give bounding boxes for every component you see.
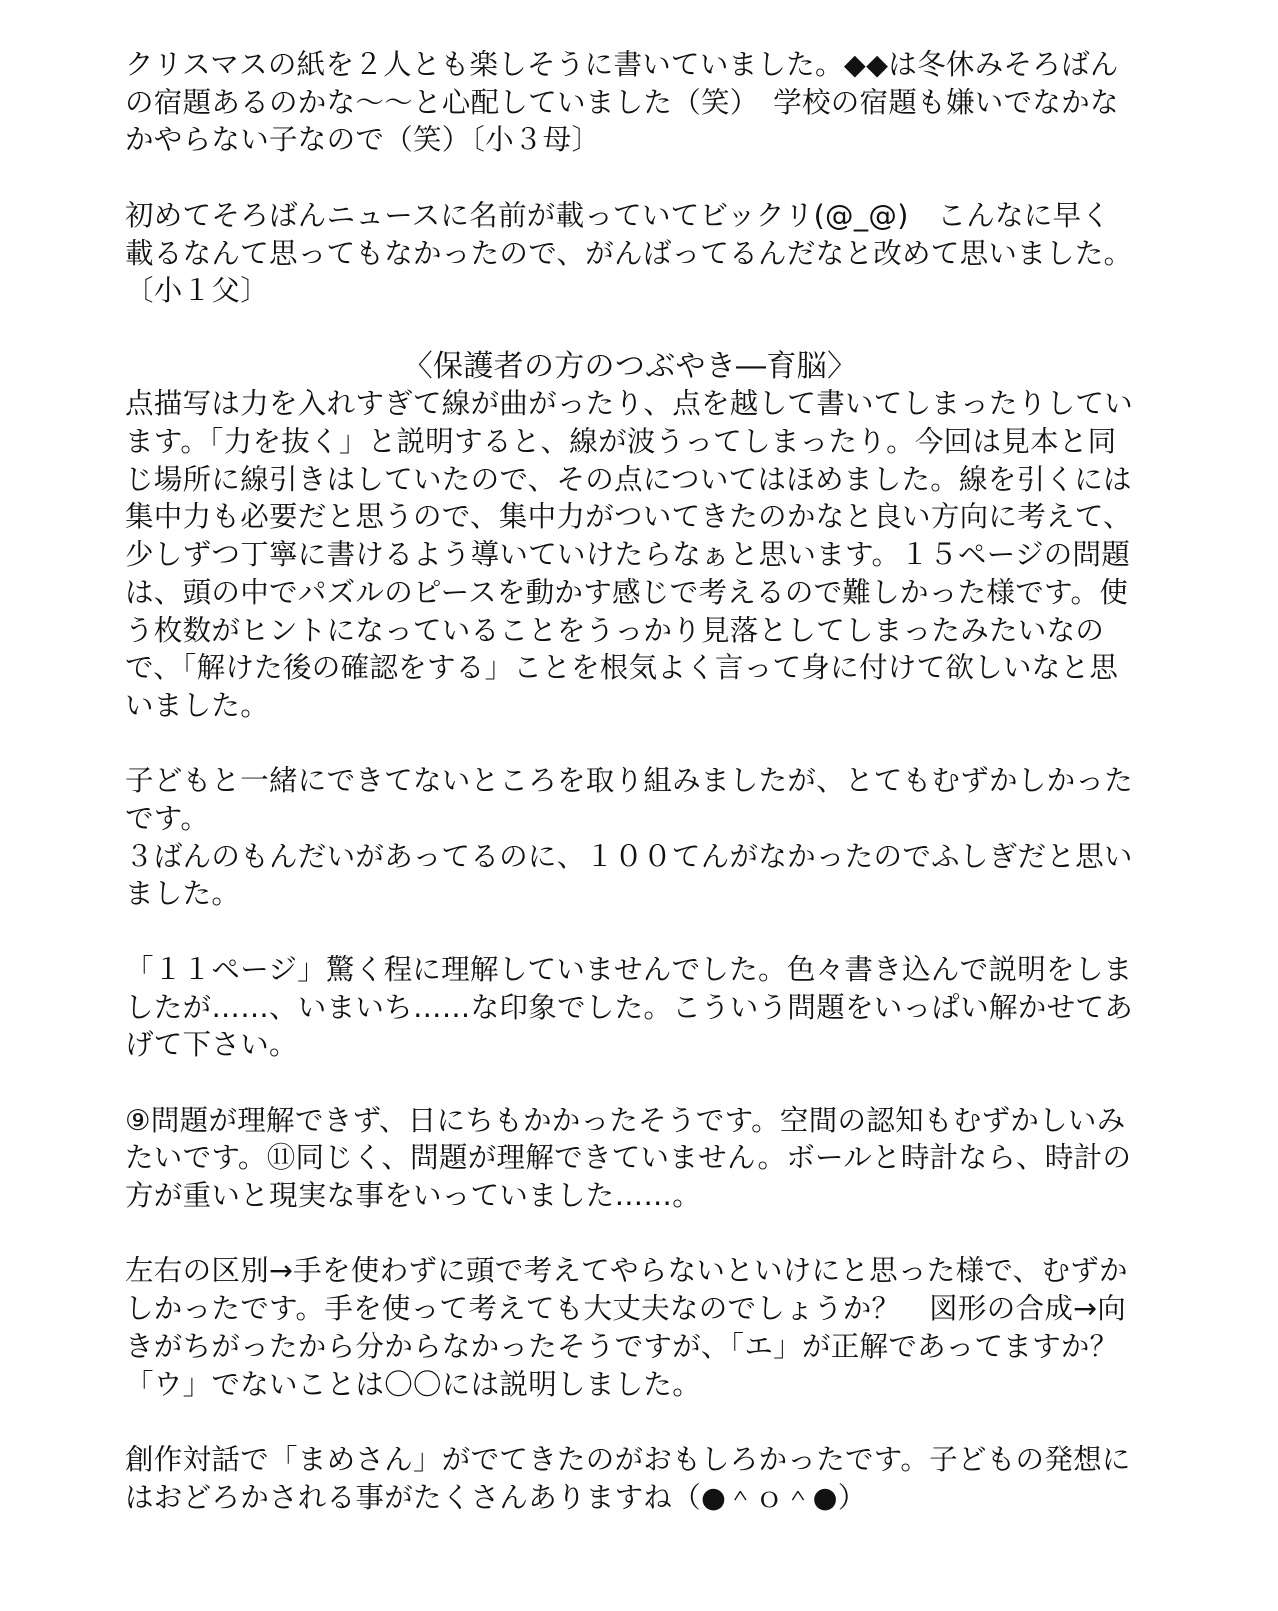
paragraph-gap [125,1403,1135,1441]
comment-spatial-recognition: ⑨問題が理解できず、日にちもかかったそうです。空間の認知もむずかしいみたいです。⑪同じく、問題が理解できていません。ボールと時計なら、時計の方が重いと現実な事をいっていました……。 [125,1103,1132,1213]
paragraph-gap [125,1064,1135,1102]
comment-page-11: 「１１ページ」驚く程に理解していませんでした。色々書き込んで説明をしましたが……、いまいち……な印象でした。こういう問題をいっぱい解かせてあげて下さい。 [125,952,1134,1062]
section-heading: 〈保護者の方のつぶやき―育脳〉 [402,348,858,384]
document-page [125,46,1135,1516]
paragraph-gap [125,310,1135,348]
paragraph-gap [125,725,1135,763]
comment-soroban-news: 初めてそろばんニュースに名前が載っていてビックリ(@_@) こんなに早く載るなんて思ってもなかったので、がんばってるんだなと改めて思いました。〔小１父〕 [125,198,1133,308]
paragraph-gap [125,159,1135,197]
comment-difficult-problems: 子どもと一緒にできてないところを取り組みましたが、とてもむずかしかったです。 ３ばんのもんだいがあってるのに、１００てんがなかったのでふしぎだと思いました。 [125,764,1134,911]
comment-creative-dialogue: 創作対話で「まめさん」がでてきたのがおもしろかったです。子どもの発想にはおどろかされる事がたくさんありますね（●＾ｏ＾●） [125,1442,1131,1514]
comment-left-right: 左右の区別→手を使わずに頭で考えてやらないといけにと思った様で、むずかしかったです。手を使って考えても大丈夫なのでしょうか？ 図形の合成→向きがちがったから分からなかったそうですが、「エ」が正解であってますか？「ウ」でないことは〇〇には説明しました。 [125,1254,1128,1401]
comment-dot-drawing: 点描写は力を入れすぎて線が曲がったり、点を越して書いてしまったりしています。「力を抜く」と説明すると、線が波うってしまったり。今回は見本と同じ場所に線引きはしていたので、その点についてはほめました。線を引くには集中力も必要だと思うので、集中力がついてきたのかなと良い方向に考えて、少しずつ丁寧に書けるよう導いていけたらなぁと思います。１５ページの問題は、頭の中でパズルのピースを動かす感じで考えるので難しかった様です。使う枚数がヒントになっていることをうっかり見落としてしまったみたいなので、「解けた後の確認をする」ことを根気よく言って身に付けて欲しいなと思いました。 [125,387,1134,722]
paragraph-gap [125,1215,1135,1253]
comment-christmas: クリスマスの紙を２人とも楽しそうに書いていました。◆◆は冬休みそろばんの宿題あるのかな〜〜と心配していました（笑） 学校の宿題も嫌いでなかなかやらない子なので（笑）〔小３母〕 [125,48,1119,157]
paragraph-gap [125,913,1135,951]
